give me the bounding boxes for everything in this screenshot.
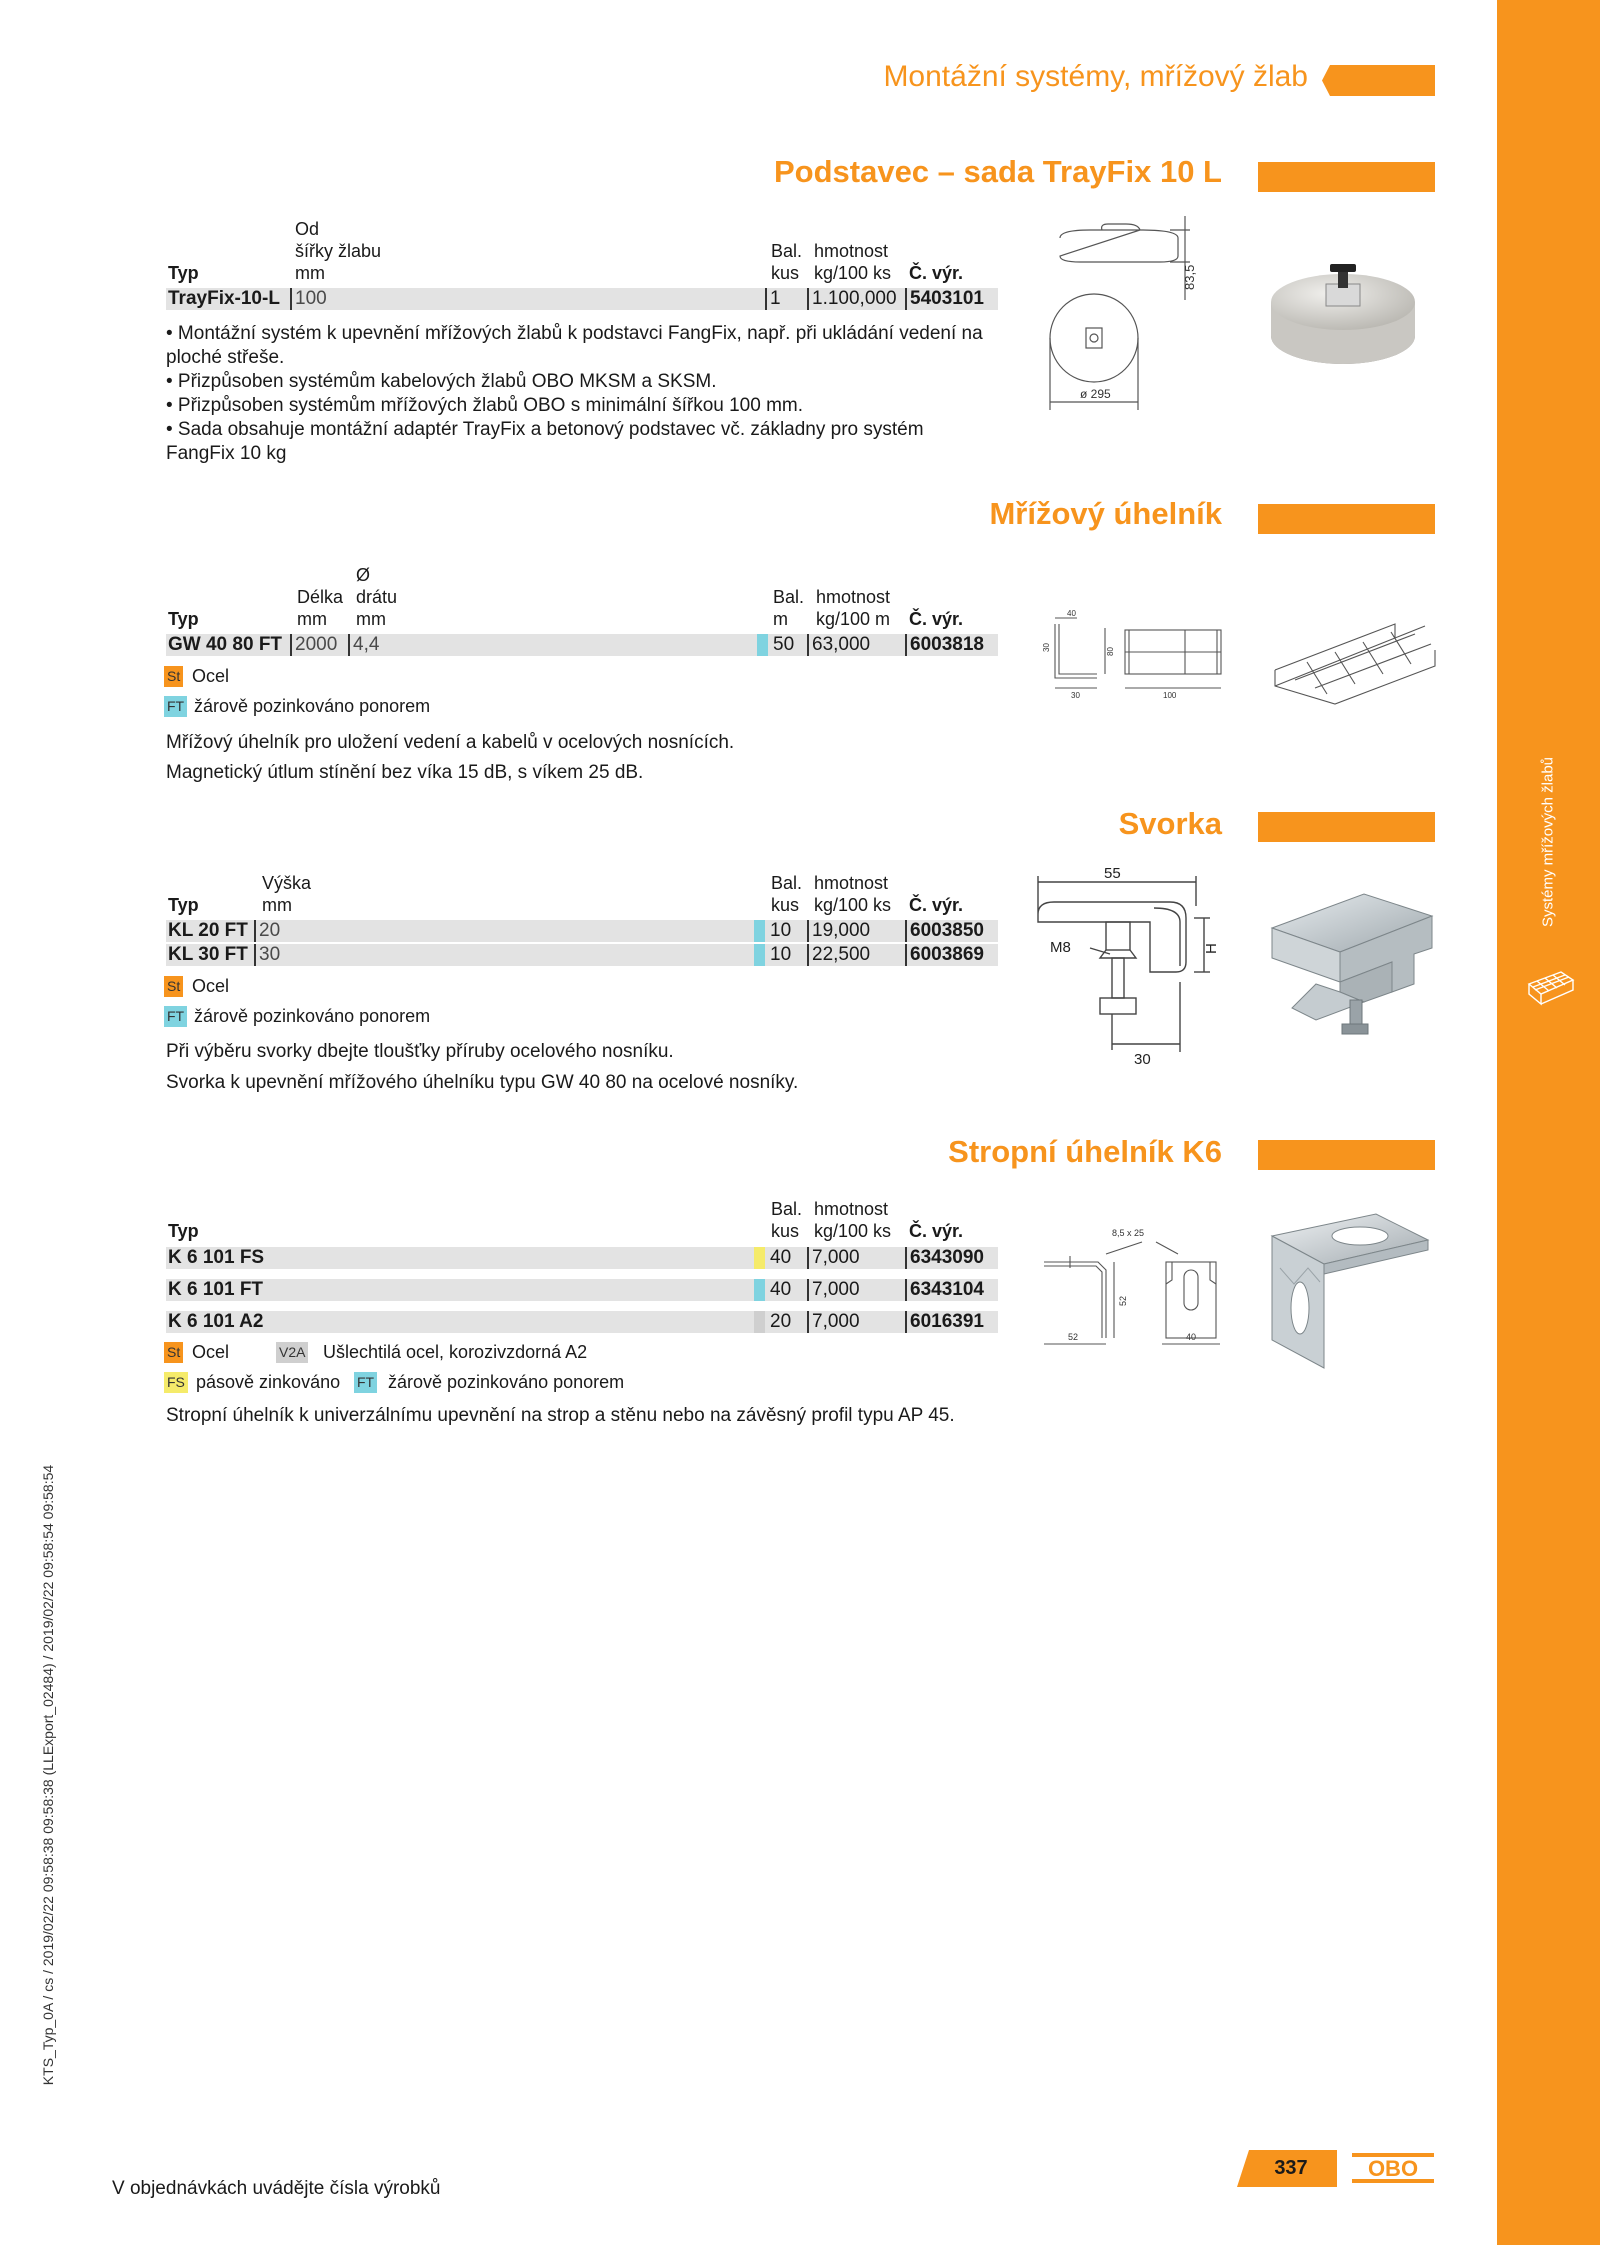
header-delka-line1: Délka bbox=[297, 587, 344, 607]
material-label: Ušlechtilá ocel, korozivzdorná A2 bbox=[323, 1342, 588, 1362]
cell-cislo: 6016391 bbox=[905, 1311, 984, 1333]
cell-typ: K 6 101 FT bbox=[168, 1279, 264, 1300]
cell-typ: KL 30 FT bbox=[168, 944, 248, 965]
material-badge-fs: FS bbox=[164, 1372, 188, 1393]
cell-bal: 10 bbox=[770, 944, 792, 965]
cell-typ: KL 20 FT bbox=[168, 920, 248, 941]
cell-weight: 19,000 bbox=[807, 920, 870, 942]
section-bar-trayfix bbox=[1258, 162, 1435, 192]
description-line: Při výběru svorky dbejte tloušťky příruby ocelového nosníku. bbox=[166, 1041, 674, 1062]
section-bar-svorka bbox=[1258, 812, 1435, 842]
bullet-line: FangFix 10 kg bbox=[166, 443, 287, 464]
dim-30: 30 bbox=[1134, 1051, 1151, 1068]
section-title-trayfix: Podstavec – sada TrayFix 10 L bbox=[773, 154, 1222, 189]
dim-100: 100 bbox=[1163, 691, 1177, 700]
material-label: žárově pozinkováno ponorem bbox=[194, 696, 431, 716]
section-bar-k6 bbox=[1258, 1140, 1435, 1170]
finish-swatch-fs bbox=[754, 1247, 765, 1269]
material-badge-st: St bbox=[164, 1342, 183, 1363]
trayfix-product-photo bbox=[1268, 240, 1418, 380]
header-typ: Typ bbox=[168, 895, 199, 915]
dim-52-horizontal: 52 bbox=[1068, 1332, 1079, 1342]
material-label: Ocel bbox=[192, 1342, 230, 1362]
cell-cislo: 6003818 bbox=[905, 634, 984, 656]
cell-weight: 22,500 bbox=[807, 944, 870, 966]
cell-cislo: 6003850 bbox=[905, 920, 984, 942]
material-label: žárově pozinkováno ponorem bbox=[388, 1372, 625, 1392]
cell-vyska: 20 bbox=[254, 920, 280, 942]
dim-55: 55 bbox=[1104, 865, 1121, 882]
cell-delka: 2000 bbox=[290, 634, 337, 656]
table-row bbox=[166, 920, 998, 942]
header-drat-line3: mm bbox=[356, 609, 386, 629]
k6-product-photo bbox=[1266, 1210, 1432, 1374]
finish-swatch-ft bbox=[754, 920, 765, 942]
k6-description bbox=[166, 1403, 1006, 1429]
header-delka-line2: mm bbox=[297, 609, 327, 629]
header-typ: Typ bbox=[168, 1221, 199, 1241]
header-typ: Typ bbox=[168, 609, 199, 629]
logo-text: OBO bbox=[1367, 2156, 1419, 2181]
bullet-line: • Sada obsahuje montážní adaptér TrayFix a betonový podstavec vč. základny pro systém bbox=[166, 419, 924, 440]
page-number: 337 bbox=[1274, 2157, 1308, 2179]
dim-80: 80 bbox=[1106, 647, 1115, 656]
cell-cislo: 6343090 bbox=[905, 1247, 984, 1269]
chapter-tab-marker bbox=[1322, 65, 1435, 96]
header-weight-line2: kg/100 m bbox=[816, 609, 891, 629]
cell-weight: 63,000 bbox=[807, 634, 870, 656]
cell-weight: 7,000 bbox=[807, 1247, 860, 1269]
dim-40: 40 bbox=[1067, 609, 1076, 618]
side-color-bar bbox=[1497, 0, 1600, 2245]
header-weight-line1: hmotnost bbox=[814, 1199, 889, 1219]
finish-swatch-v2a bbox=[754, 1311, 765, 1333]
cell-bal: 1 bbox=[765, 288, 781, 310]
material-label: Ocel bbox=[192, 666, 230, 686]
dim-30-horizontal: 30 bbox=[1071, 691, 1080, 700]
cell-cislo: 6343104 bbox=[905, 1279, 984, 1301]
section-title-k6: Stropní úhelník K6 bbox=[948, 1134, 1222, 1169]
cell-typ: TrayFix-10-L bbox=[168, 288, 280, 309]
chapter-title: Montážní systémy, mřížový žlab bbox=[883, 60, 1308, 93]
gw-description bbox=[166, 728, 1006, 788]
dim-slot: 8,5 x 25 bbox=[1112, 1228, 1145, 1238]
material-label: pásově zinkováno bbox=[196, 1372, 341, 1392]
description-line: Svorka k upevnění mřížového úhelníku typu GW 40 80 na ocelové nosníky. bbox=[166, 1072, 799, 1093]
dim-m8: M8 bbox=[1050, 939, 1071, 956]
description-line: Mřížový úhelník pro uložení vedení a kabelů v ocelových nosnících. bbox=[166, 732, 735, 753]
cell-cislo: 6003869 bbox=[905, 944, 984, 966]
header-bal-line1: Bal. bbox=[771, 873, 803, 893]
svorka-technical-drawing bbox=[1030, 862, 1220, 1074]
cell-drat: 4,4 bbox=[348, 634, 379, 656]
material-badge-ft: FT bbox=[164, 1006, 187, 1027]
section-bar-gw bbox=[1258, 504, 1435, 534]
cell-typ: K 6 101 A2 bbox=[168, 1311, 264, 1332]
table-row bbox=[166, 1247, 998, 1269]
header-bal-line1: Bal. bbox=[771, 241, 803, 261]
header-weight-line2: kg/100 ks bbox=[814, 263, 892, 283]
export-metadata: KTS_Typ_0A / cs / 2019/02/22 09:58:38 09:58:38 (LLExport_02484) / 2019/02/22 09:58:54 09:58:54 bbox=[40, 1464, 56, 2086]
dim-height: 83,5 bbox=[1182, 264, 1197, 290]
cell-weight: 7,000 bbox=[807, 1311, 860, 1333]
header-bal-line1: Bal. bbox=[773, 587, 805, 607]
header-width-line3: mm bbox=[295, 263, 325, 283]
description-line: Stropní úhelník k univerzálnímu upevnění na strop a stěnu nebo na závěsný profil typu AP 45. bbox=[166, 1405, 955, 1426]
header-drat-line1: Ø bbox=[356, 565, 371, 585]
trayfix-technical-drawing bbox=[1050, 210, 1200, 420]
table-row bbox=[166, 944, 998, 966]
table-row bbox=[166, 1311, 998, 1333]
bullet-line: ploché střeše. bbox=[166, 347, 285, 368]
header-weight-line1: hmotnost bbox=[816, 587, 891, 607]
header-cislo: Č. výr. bbox=[909, 895, 964, 915]
header-bal-line2: kus bbox=[771, 1221, 800, 1241]
dim-diameter: ø 295 bbox=[1080, 387, 1111, 401]
trayfix-description bbox=[166, 322, 1006, 466]
k6-technical-drawing bbox=[1030, 1220, 1226, 1356]
material-label: Ocel bbox=[192, 976, 230, 996]
dim-40: 40 bbox=[1186, 1332, 1197, 1342]
finish-swatch-ft bbox=[757, 634, 768, 656]
header-drat-line2: drátu bbox=[356, 587, 398, 607]
header-width-line2: šířky žlabu bbox=[295, 241, 382, 261]
svorka-description bbox=[166, 1036, 1006, 1098]
header-typ: Typ bbox=[168, 263, 199, 283]
table-row bbox=[166, 288, 998, 310]
material-label: žárově pozinkováno ponorem bbox=[194, 1006, 431, 1026]
cable-tray-icon bbox=[1525, 968, 1577, 1008]
dim-h: H bbox=[1203, 943, 1220, 954]
header-width-line1: Od bbox=[295, 219, 320, 239]
dim-30-vertical: 30 bbox=[1042, 643, 1051, 652]
cell-weight: 1.100,000 bbox=[807, 288, 897, 310]
table-row bbox=[166, 1279, 998, 1301]
side-chapter-label: Systémy mřížových žlabů bbox=[1539, 756, 1557, 928]
svorka-product-photo bbox=[1264, 888, 1436, 1038]
header-weight-line2: kg/100 ks bbox=[814, 1221, 892, 1241]
gw-technical-drawing bbox=[1042, 604, 1441, 714]
description-line: Magnetický útlum stínění bez víka 15 dB, s víkem 25 dB. bbox=[166, 762, 644, 783]
header-vyska-line2: mm bbox=[262, 895, 292, 915]
cell-bal: 10 bbox=[770, 920, 792, 941]
cell-weight: 7,000 bbox=[807, 1279, 860, 1301]
header-bal-line2: m bbox=[773, 609, 788, 629]
cell-bal: 40 bbox=[770, 1247, 792, 1268]
header-bal-line1: Bal. bbox=[771, 1199, 803, 1219]
cell-typ: K 6 101 FS bbox=[168, 1247, 265, 1268]
finish-swatch-ft bbox=[754, 1279, 765, 1301]
dim-52-vertical: 52 bbox=[1118, 1295, 1128, 1306]
header-weight-line2: kg/100 ks bbox=[814, 895, 892, 915]
header-bal-line2: kus bbox=[771, 895, 800, 915]
header-vyska-line1: Výška bbox=[262, 873, 312, 893]
header-weight-line1: hmotnost bbox=[814, 241, 889, 261]
cell-bal: 40 bbox=[770, 1279, 792, 1300]
cell-bal: 20 bbox=[770, 1311, 792, 1332]
cell-vyska: 30 bbox=[254, 944, 280, 966]
header-cislo: Č. výr. bbox=[909, 1221, 964, 1241]
bullet-line: • Přizpůsoben systémům mřížových žlabů OBO s minimální šířkou 100 mm. bbox=[166, 395, 804, 416]
material-badge-v2a: V2A bbox=[276, 1342, 308, 1363]
header-bal-line2: kus bbox=[771, 263, 800, 283]
material-badge-ft: FT bbox=[354, 1372, 377, 1393]
cell-typ: GW 40 80 FT bbox=[168, 634, 283, 655]
material-badge-st: St bbox=[164, 666, 183, 687]
cell-bal: 50 bbox=[773, 634, 795, 655]
bullet-line: • Přizpůsoben systémům kabelových žlabů OBO MKSM a SKSM. bbox=[166, 371, 717, 392]
obo-logo bbox=[1352, 2153, 1434, 2183]
material-badge-ft: FT bbox=[164, 696, 187, 717]
bullet-line: • Montážní systém k upevnění mřížových žlabů k podstavci FangFix, např. při ukládání vedení na bbox=[166, 323, 983, 344]
header-cislo: Č. výr. bbox=[909, 609, 964, 629]
material-badge-st: St bbox=[164, 976, 183, 997]
table-row bbox=[166, 634, 998, 656]
header-weight-line1: hmotnost bbox=[814, 873, 889, 893]
finish-swatch-ft bbox=[754, 944, 765, 966]
cell-cislo: 5403101 bbox=[905, 288, 984, 310]
cell-width: 100 bbox=[290, 288, 327, 310]
section-title-gw: Mřížový úhelník bbox=[989, 496, 1222, 531]
header-cislo: Č. výr. bbox=[909, 263, 964, 283]
section-title-svorka: Svorka bbox=[1118, 806, 1222, 841]
order-note: V objednávkách uvádějte čísla výrobků bbox=[112, 2178, 441, 2199]
